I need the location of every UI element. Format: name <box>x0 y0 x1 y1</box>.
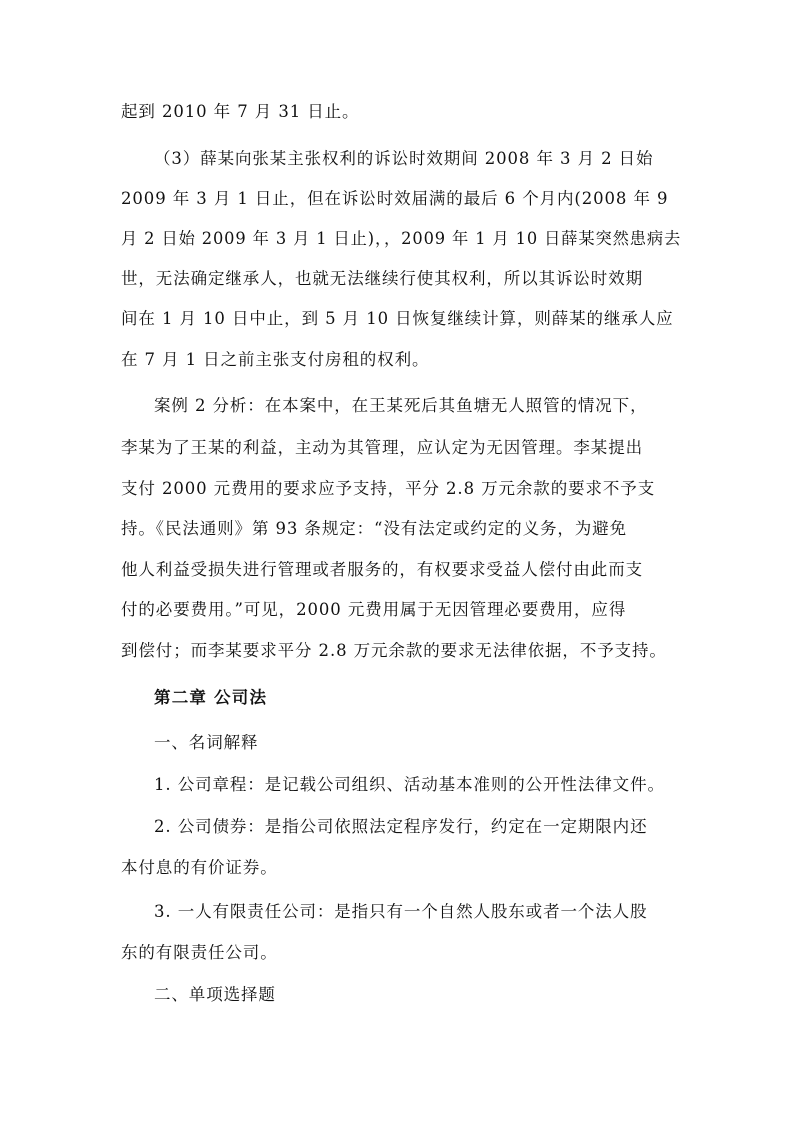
definition-item-3: 3. 一人有限责任公司：是指只有一个自然人股东或者一个法人股 <box>154 902 648 921</box>
body-text-line: 支付 2000 元费用的要求应予支持，平分 2.8 万元余款的要求不予支 <box>121 479 656 498</box>
body-text-line: 起到 2010 年 7 月 31 日止。 <box>121 102 360 121</box>
section-heading-single-choice: 二、单项选择题 <box>154 985 276 1004</box>
body-text-line: 本付息的有价证券。 <box>121 858 278 877</box>
definition-item-1: 1. 公司章程：是记载公司组织、活动基本准则的公开性法律文件。 <box>154 775 665 794</box>
section-heading-definitions: 一、名词解释 <box>154 733 259 752</box>
body-text-line: 持。《民法通则》第 93 条规定：“没有法定或约定的义务，为避免 <box>121 519 627 538</box>
body-text-line: 到偿付；而李某要求平分 2.8 万元余款的要求无法律依据，不予支持。 <box>121 641 667 660</box>
body-text-line: 2009 年 3 月 1 日止，但在诉讼时效届满的最后 6 个月内(2008 年 9 <box>121 189 669 208</box>
body-text-line: 李某为了王某的利益，主动为其管理，应认定为无因管理。李某提出 <box>121 438 643 457</box>
body-text-line: 在 7 月 1 日之前主张支付房租的权利。 <box>121 350 430 369</box>
paragraph-case1-item3: （3）薛某向张某主张权利的诉讼时效期间 2008 年 3 月 2 日始 <box>154 149 654 168</box>
body-text-line: 东的有限责任公司。 <box>121 943 278 962</box>
body-text-line: 月 2 日始 2009 年 3 月 1 日止)，，2009 年 1 月 10 日薛某突然患病去 <box>121 229 682 248</box>
definition-item-2: 2. 公司债券：是指公司依照法定程序发行，约定在一定期限内还 <box>154 817 648 836</box>
body-text-line: 世，无法确定继承人，也就无法继续行使其权利，所以其诉讼时效期 <box>121 269 643 288</box>
body-text-line: 付的必要费用。”可见，2000 元费用属于无因管理必要费用，应得 <box>121 600 627 619</box>
chapter-heading: 第二章 公司法 <box>154 688 268 707</box>
body-text-line: 间在 1 月 10 日中止，到 5 月 10 日恢复继续计算，则薛某的继承人应 <box>121 309 674 328</box>
paragraph-case2-analysis: 案例 2 分析：在本案中，在王某死后其鱼塘无人照管的情况下， <box>154 396 648 415</box>
body-text-line: 他人利益受损失进行管理或者服务的，有权要求受益人偿付由此而支 <box>121 560 643 579</box>
